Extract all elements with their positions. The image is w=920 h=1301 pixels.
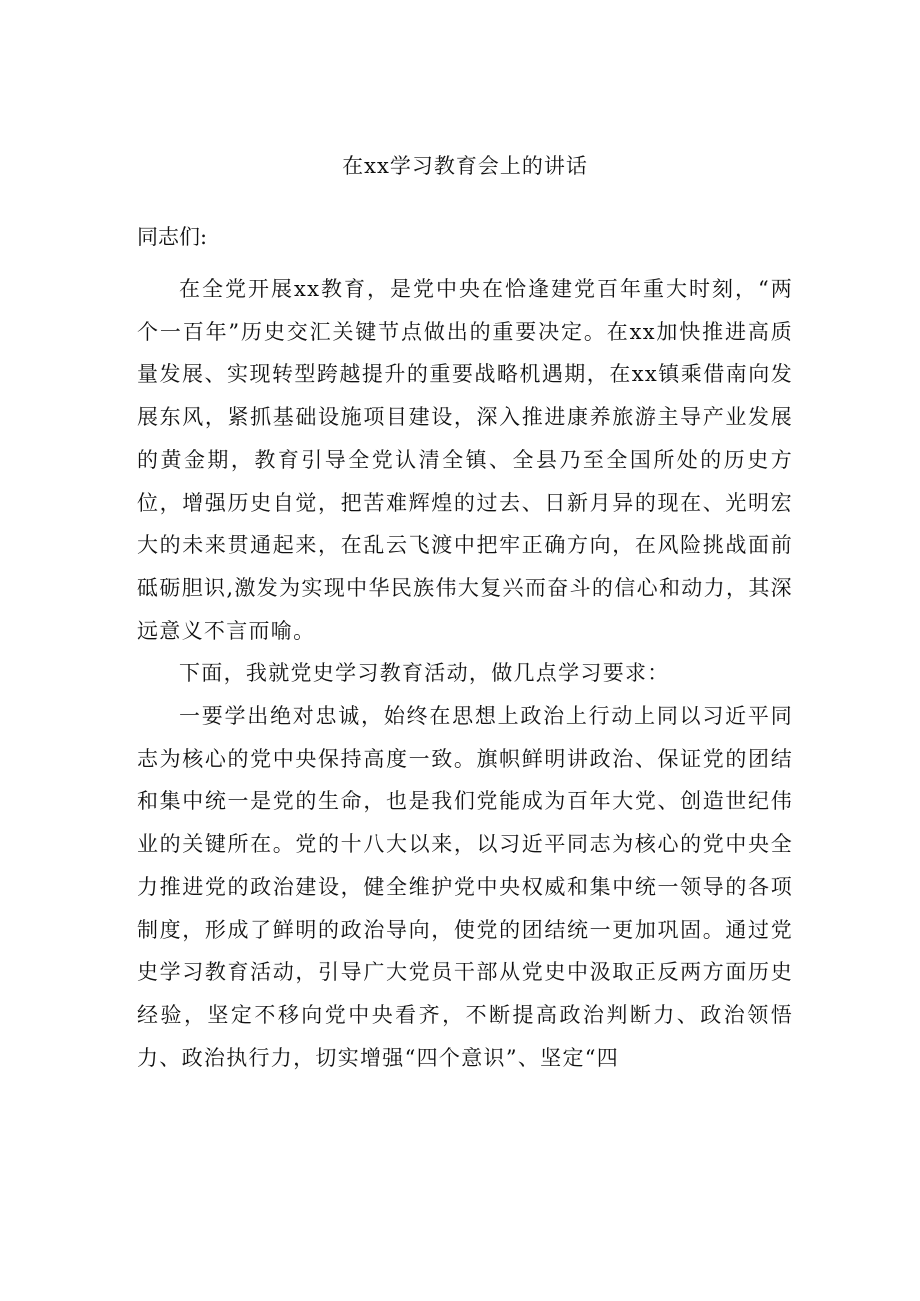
salutation: 同志们:: [137, 225, 208, 249]
document-body: [137, 268, 793, 1079]
document-title: 在xx学习教育会上的讲话: [342, 154, 588, 178]
paragraph-requirements-lead: 下面，我就党史学习教育活动，做几点学习要求：: [179, 661, 670, 686]
paragraph-requirement-one: 一要学出绝对忠诚，始终在思想上政治上行动上同以习近平同志为核心的党中央保持高度一致。旗帜鲜明讲政治、保证党的团结和集中统一是党的生命，也是我们党能成为百年大党、创造世纪伟业的关键所在。党的十八大以来，以习近平同志为核心的党中央全力推进党的政治建设，健全维护党中央权威和集中统一领导的各项制度，形成了鲜明的政治导向，使党的团结统一更加巩固。通过党史学习教育活动，引导广大党员干部从党史中汲取正反两方面历史经验，坚定不移向党中央看齐，不断提高政治判断力、政治领悟力、政治执行力，切实增强“四个意识”、坚定“四: [137, 704, 793, 1070]
paragraph-intro: 在全党开展xx教育，是党中央在恰逢建党百年重大时刻，“两个一百年”历史交汇关键节点做出的重要决定。在xx加快推进高质量发展、实现转型跨越提升的重要战略机遇期，在xx镇乘借南向发展东风，紧抓基础设施项目建设，深入推进康养旅游主导产业发展的黄金期，教育引导全党认清全镇、全县乃至全国所处的历史方位，增强历史自觉，把苦难辉煌的过去、日新月异的现在、光明宏大的未来贯通起来，在乱云飞渡中把牢正确方向，在风险挑战面前砥砺胆识,激发为实现中华民族伟大复兴而奋斗的信心和动力，其深远意义不言而喻。: [137, 277, 793, 643]
